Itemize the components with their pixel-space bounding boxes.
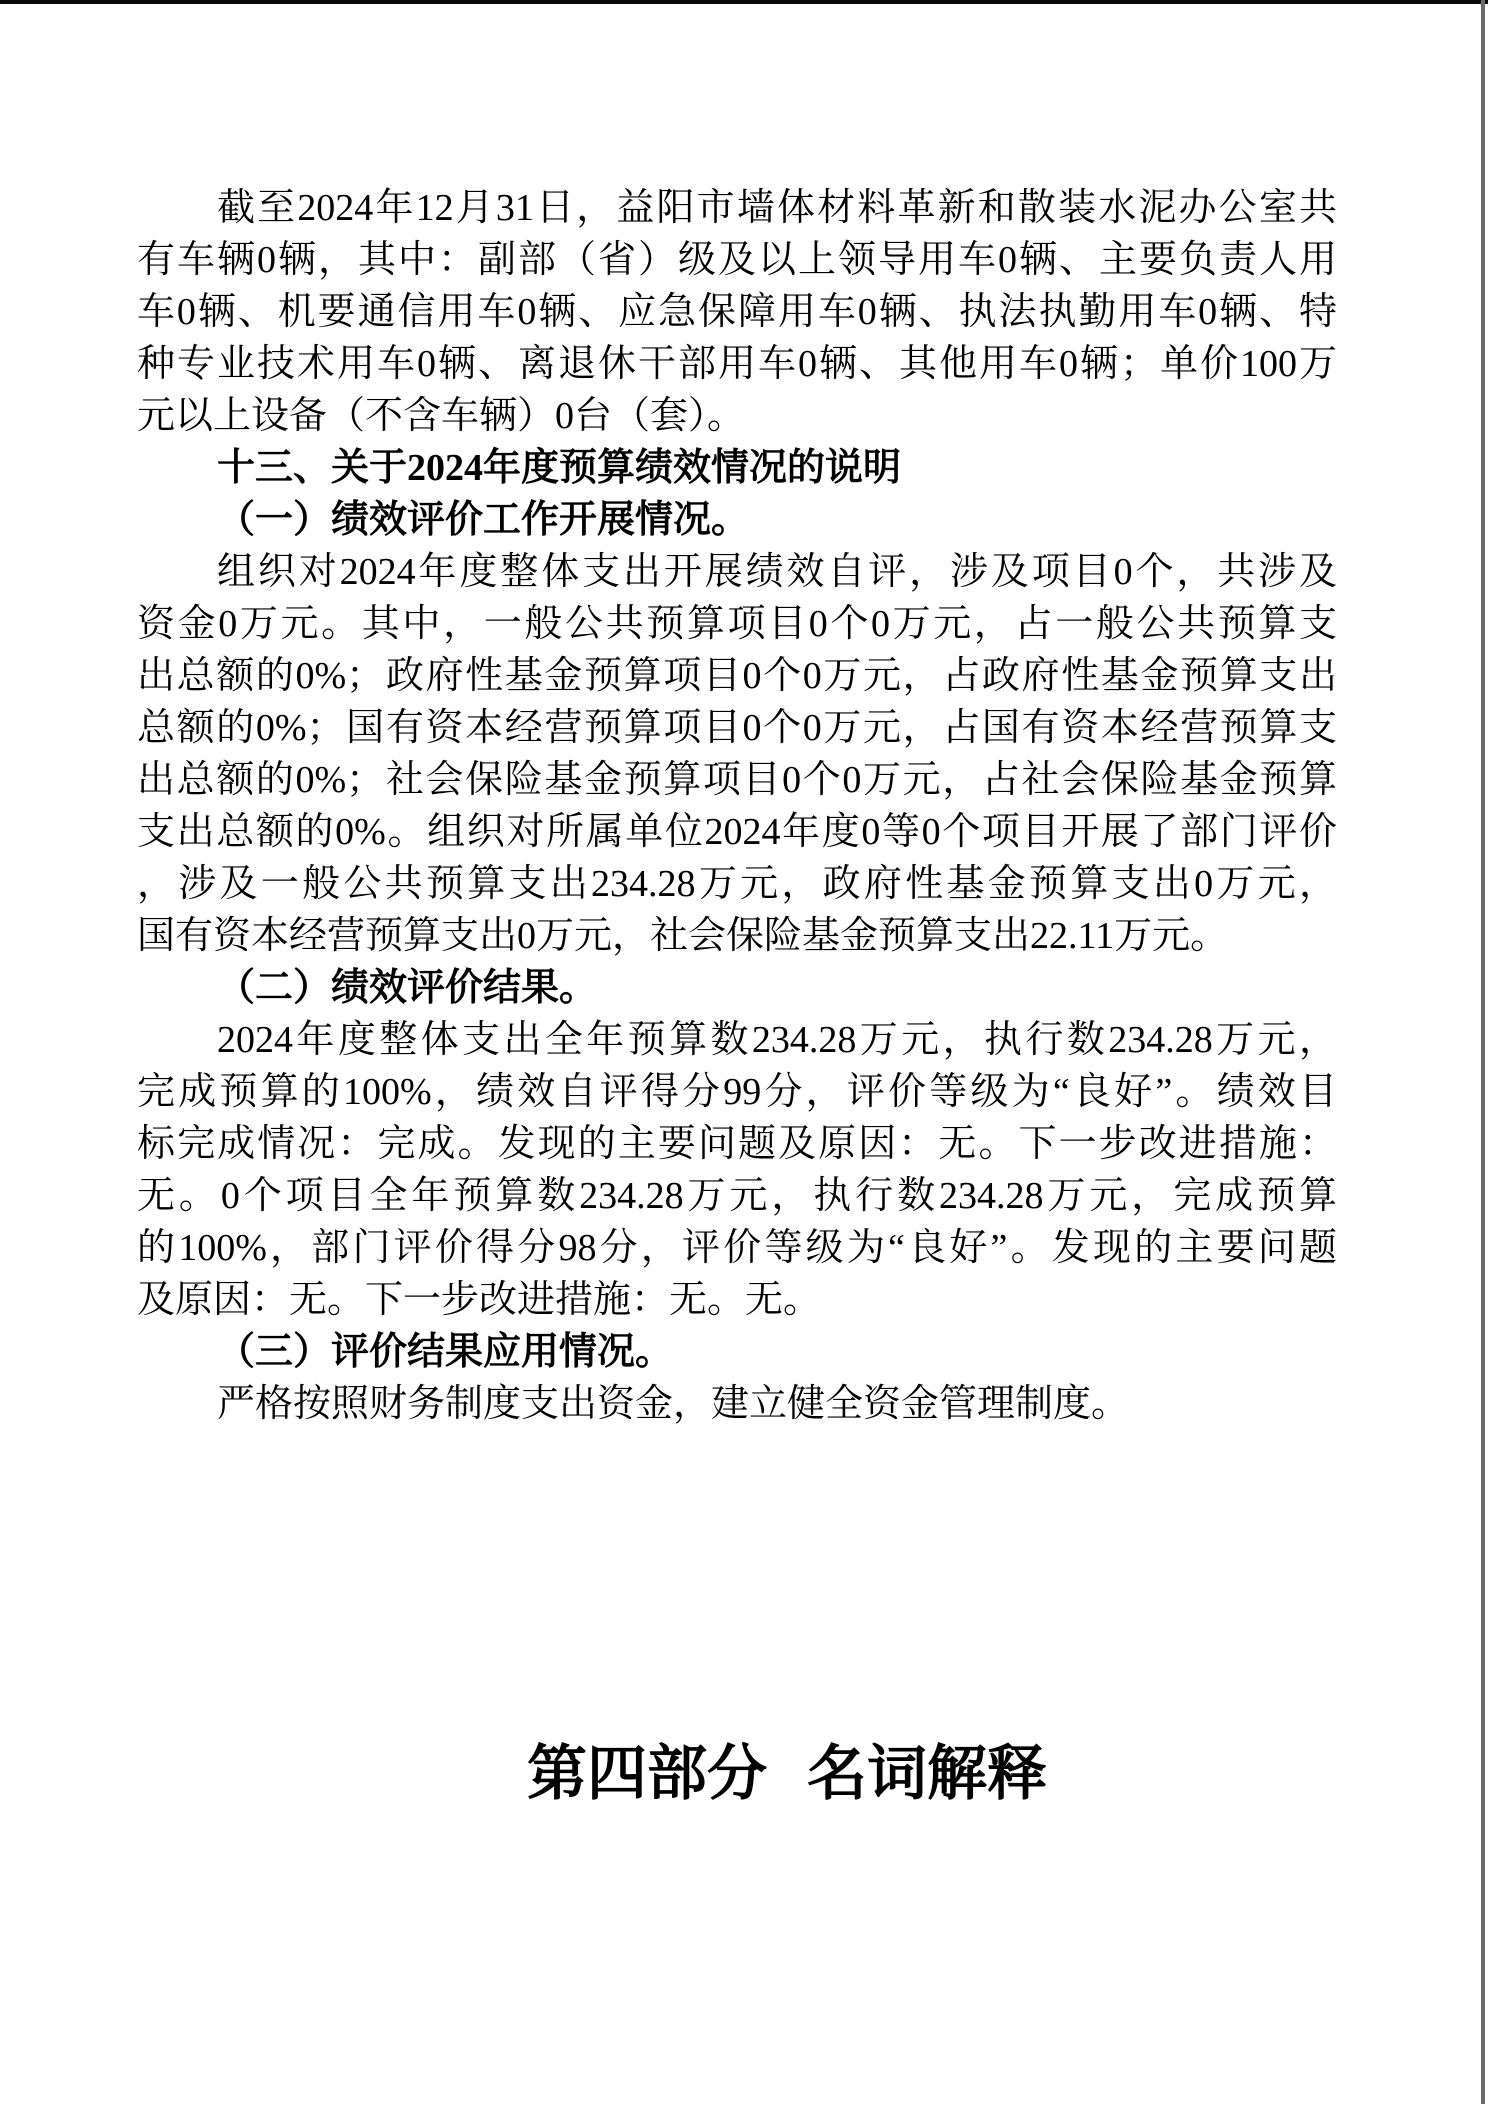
body-line: 国有资本经营预算支出0万元，社会保险基金预算支出22.11万元。 [137,915,1229,957]
body-line: ，涉及一般公共预算支出234.28万元，政府性基金预算支出0万元， [137,863,1337,905]
sub-heading: （一）绩效评价工作开展情况。 [217,499,750,541]
sub-heading: （二）绩效评价结果。 [217,967,598,1009]
body-line: 严格按照财务制度支出资金，建立健全资金管理制度。 [217,1383,1130,1425]
body-line: 组织对2024年度整体支出开展绩效自评，涉及项目0个，共涉及 [217,551,1337,593]
body-line: 完成预算的100%，绩效自评得分99分，评价等级为“良好”。绩效目 [137,1071,1337,1113]
body-line: 截至2024年12月31日，益阳市墙体材料革新和散装水泥办公室共 [217,187,1337,229]
body-line: 车0辆、机要通信用车0辆、应急保障用车0辆、执法执勤用车0辆、特 [137,291,1337,333]
sub-heading: （三）评价结果应用情况。 [217,1331,674,1373]
part-title: 第四部分 名词解释 [527,1741,1047,1807]
body-line: 出总额的0%；社会保险基金预算项目0个0万元，占社会保险基金预算 [137,759,1337,801]
body-line: 出总额的0%；政府性基金预算项目0个0万元，占政府性基金预算支出 [137,655,1337,697]
body-line: 无。0个项目全年预算数234.28万元，执行数234.28万元，完成预算 [137,1175,1337,1217]
body-line: 支出总额的0%。组织对所属单位2024年度0等0个项目开展了部门评价 [137,811,1337,853]
body-line: 种专业技术用车0辆、离退休干部用车0辆、其他用车0辆；单价100万 [137,343,1337,385]
body-line: 元以上设备（不含车辆）0台（套）。 [137,395,746,437]
body-line: 总额的0%；国有资本经营预算项目0个0万元，占国有资本经营预算支 [137,707,1337,749]
body-line: 2024年度整体支出全年预算数234.28万元，执行数234.28万元， [217,1019,1337,1061]
page-right-edge [1481,0,1485,2104]
body-line: 有车辆0辆，其中：副部（省）级及以上领导用车0辆、主要负责人用 [137,239,1337,281]
body-line: 资金0万元。其中，一般公共预算项目0个0万元，占一般公共预算支 [137,603,1337,645]
document-body [137,182,1337,1430]
body-line: 标完成情况：完成。发现的主要问题及原因：无。下一步改进措施： [137,1123,1337,1165]
section-heading: 十三、关于2024年度预算绩效情况的说明 [217,447,902,489]
body-line: 的100%，部门评价得分98分，评价等级为“良好”。发现的主要问题 [137,1227,1337,1269]
page-top-edge [0,0,1488,4]
body-line: 及原因：无。下一步改进措施：无。无。 [137,1279,822,1321]
